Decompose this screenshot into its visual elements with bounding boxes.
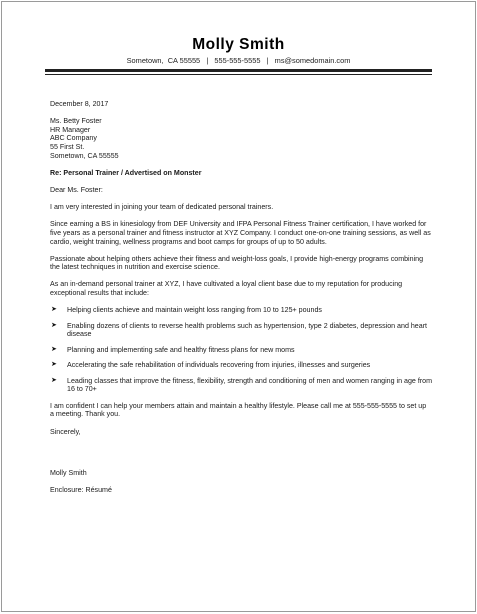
recipient-line: 55 First St.: [50, 142, 85, 151]
list-item-text: Accelerating the safe rehabilitation of individuals recovering from injuries, illnesses and surgeries: [67, 361, 371, 370]
achievements-list: [50, 306, 432, 394]
signature-space: [50, 445, 432, 469]
recipient-line: Ms. Betty Foster: [50, 117, 102, 126]
list-item: [50, 306, 432, 315]
recipient-address: [50, 117, 432, 160]
closing: Sincerely,: [50, 427, 81, 436]
header-rule-thick: [45, 69, 432, 72]
arrow-right-icon: ➤: [51, 306, 57, 314]
recipient-line: Sometown, CA 55555: [50, 151, 119, 160]
paragraph-experience: Since earning a BS in kinesiology from DEF University and IFPA Personal Fitness Trainer certification, I have worked for five years as a personal trainer and fitness instructor at XYZ Company. I conduct one-on-one training sessions, as well as cardio, weight training, wellness programs and boot camps for groups of up to 50 adults.: [50, 220, 431, 246]
list-item: [50, 377, 432, 394]
arrow-right-icon: ➤: [51, 345, 57, 353]
letter-page: [1, 1, 476, 612]
header-rule-thin: [45, 74, 432, 75]
arrow-right-icon: ➤: [51, 321, 57, 329]
arrow-right-icon: ➤: [51, 361, 57, 369]
list-item: [50, 361, 432, 370]
arrow-right-icon: ➤: [51, 376, 57, 384]
recipient-line: HR Manager: [50, 125, 91, 134]
enclosure-line: Enclosure: Résumé: [50, 485, 112, 494]
list-item-text: Leading classes that improve the fitness, flexibility, strength and conditioning of men and women ranging in age from 16 to 70+: [67, 376, 433, 394]
signature-name: Molly Smith: [50, 468, 87, 477]
letter-body: [50, 100, 432, 503]
subject-line: Re: Personal Trainer / Advertised on Monster: [50, 168, 202, 177]
list-item: [50, 346, 432, 355]
paragraph-intro: I am very interested in joining your team of dedicated personal trainers.: [50, 203, 274, 212]
paragraph-closing: I am confident I can help your members attain and maintain a healthy lifestyle. Please call me at 555-555-5555 to set up a meeting. Thank you.: [50, 401, 427, 419]
list-item-text: Helping clients achieve and maintain weight loss ranging from 10 to 125+ pounds: [67, 306, 322, 315]
letter-date: December 8, 2017: [50, 100, 109, 108]
list-item-text: Planning and implementing safe and healthy fitness plans for new moms: [67, 345, 295, 354]
sender-name: Molly Smith: [192, 36, 285, 53]
salutation: Dear Ms. Foster:: [50, 185, 103, 194]
recipient-line: ABC Company: [50, 134, 97, 143]
list-item-text: Enabling dozens of clients to reverse health problems such as hypertension, type 2 diabetes, depression and heart disease: [67, 321, 428, 339]
list-item: [50, 322, 432, 339]
paragraph-results: As an in-demand personal trainer at XYZ, I have cultivated a loyal client base due to my reputation for producing exceptional results that include:: [50, 280, 403, 298]
paragraph-passion: Passionate about helping others achieve their fitness and weight-loss goals, I provide high-energy programs combining the latest techniques in nutrition and exercise science.: [50, 254, 424, 272]
sender-contact: Sometown, CA 55555 | 555-555-5555 | ms@somedomain.com: [126, 56, 351, 65]
